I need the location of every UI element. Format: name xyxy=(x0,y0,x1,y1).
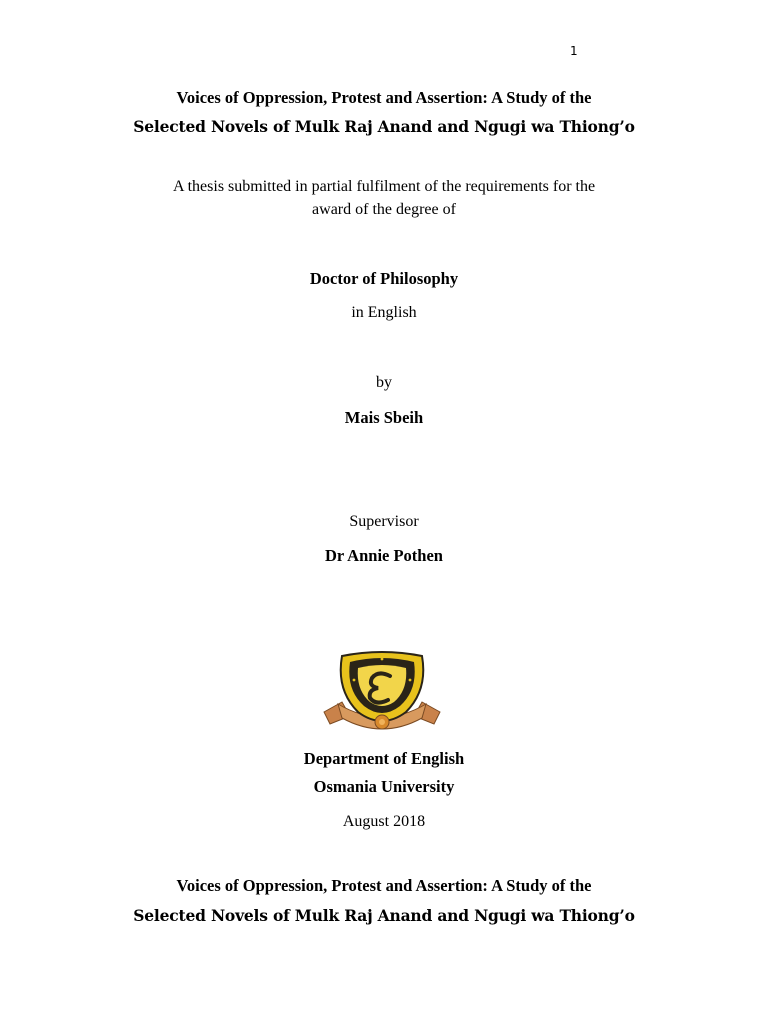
supervisor-name: Dr Annie Pothen xyxy=(325,546,443,565)
submission-line-2: award of the degree of xyxy=(312,201,456,218)
repeat-title-line-2: Selected Novels of Mulk Raj Anand and Ngugi wa Thiong’o xyxy=(133,906,635,925)
department-name: Department of English xyxy=(303,749,465,768)
by-label: by xyxy=(376,374,392,391)
university-name: Osmania University xyxy=(313,777,455,796)
supervisor-label: Supervisor xyxy=(349,513,419,530)
repeat-title-line-1: Voices of Oppression, Protest and Assertion: A Study of the xyxy=(176,876,592,895)
title-line-2: Selected Novels of Mulk Raj Anand and Ngugi wa Thiong’o xyxy=(133,117,635,136)
author-name: Mais Sbeih xyxy=(344,408,424,427)
degree-title: Doctor of Philosophy xyxy=(309,269,459,288)
page-number: 1 xyxy=(570,44,578,58)
submission-line-1: A thesis submitted in partial fulfilment of the requirements for the xyxy=(172,178,596,195)
title-line-1: Voices of Oppression, Protest and Assertion: A Study of the xyxy=(176,88,592,107)
submission-date: August 2018 xyxy=(342,813,426,830)
discipline: in English xyxy=(351,304,417,321)
osmania-university-seal-icon xyxy=(320,650,444,734)
